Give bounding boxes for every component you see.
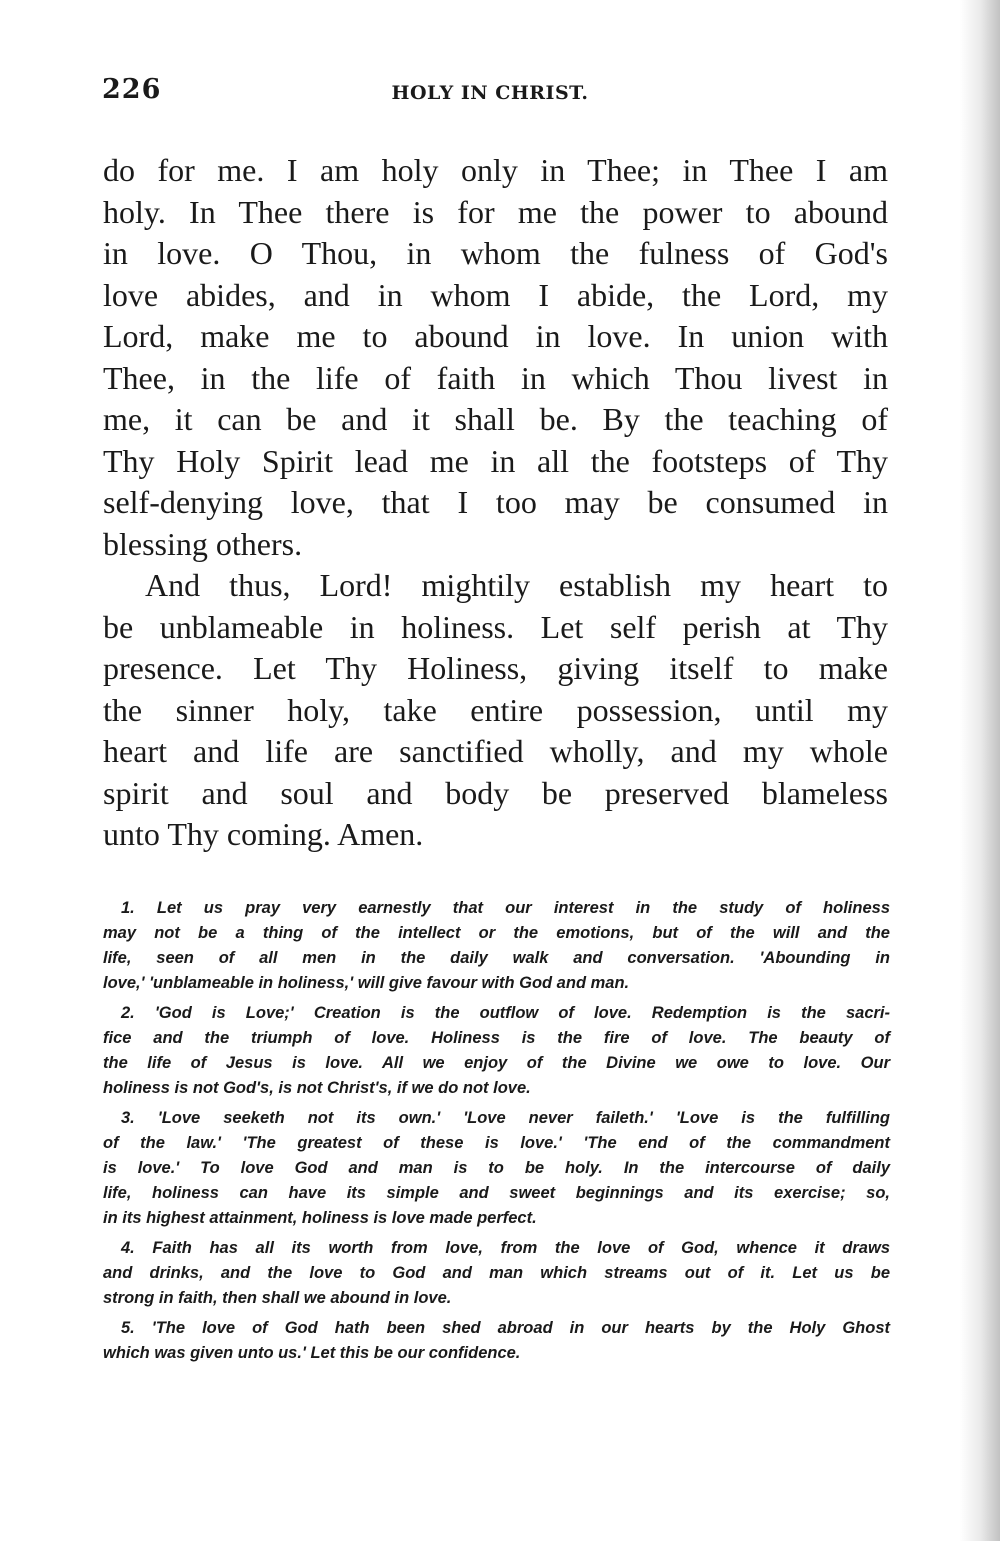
text-line: 4. Faith has all its worth from love, from the love of God, whence it draws [121, 1239, 890, 1257]
text-line: unto Thy coming. Amen. [103, 816, 424, 852]
text-line: is love.' To love God and man is to be holy. In the intercourse of daily [103, 1159, 890, 1177]
text-line: 2. 'God is Love;' Creation is the outflow of love. Redemption is the sacri- [121, 1004, 890, 1022]
note-item [103, 1106, 890, 1231]
text-line: fice and the triumph of love. Holiness is the fire of love. The beauty of [103, 1029, 890, 1047]
text-line: And thus, Lord! mightily establish my heart to [145, 567, 888, 603]
paragraph [103, 565, 888, 856]
running-title: HOLY IN CHRIST. [391, 82, 589, 104]
text-line: love abides, and in whom I abide, the Lord, my [103, 276, 888, 313]
text-line: in love. O Thou, in whom the fulness of God's [103, 235, 888, 271]
text-line: 1. Let us pray very earnestly that our interest in the study of holiness [121, 899, 890, 917]
text-line: spirit and soul and body be preserved blameless [103, 774, 888, 811]
text-line: Thy Holy Spirit lead me in all the footsteps of Thy [103, 442, 888, 479]
note-item [103, 1316, 890, 1366]
text-line: of the law.' 'The greatest of these is love.' 'The end of the commandment [103, 1134, 890, 1152]
text-line: be unblameable in holiness. Let self perish at Thy [103, 608, 888, 645]
text-line: do for me. I am holy only in Thee; in Thee I am [103, 152, 888, 188]
text-line: me, it can be and it shall be. By the teaching of [103, 401, 888, 437]
text-line: heart and life are sanctified wholly, and my whole [103, 733, 888, 769]
text-line: strong in faith, then shall we abound in love. [103, 1289, 452, 1307]
text-line: which was given unto us.' Let this be our confidence. [103, 1344, 521, 1362]
text-line: blessing others. [103, 525, 303, 562]
footnotes [103, 896, 890, 1366]
text-line: 3. 'Love seeketh not its own.' 'Love never faileth.' 'Love is the fulfilling [121, 1109, 890, 1127]
text-line: self-denying love, that I too may be consumed in [103, 484, 888, 520]
text-line: Thee, in the life of faith in which Thou livest in [103, 359, 888, 396]
text-line: presence. Let Thy Holiness, giving itself to make [103, 650, 888, 686]
text-line: 5. 'The love of God hath been shed abroad in our hearts by the Holy Ghost [121, 1319, 890, 1337]
text-line: the life of Jesus is love. All we enjoy of the Divine we owe to love. Our [103, 1054, 890, 1072]
note-item [103, 1001, 890, 1101]
text-line: the sinner holy, take entire possession, until my [103, 691, 888, 728]
text-line: Lord, make me to abound in love. In union with [103, 318, 888, 354]
note-item [103, 896, 890, 996]
text-line: holiness is not God's, is not Christ's, if we do not love. [103, 1079, 531, 1097]
text-line: may not be a thing of the intellect or the emotions, but of the will and the [103, 924, 890, 942]
page-number: 226 [102, 74, 162, 105]
text-line: love,' 'unblameable in holiness,' will give favour with God and man. [103, 974, 630, 992]
text-line: life, holiness can have its simple and sweet beginnings and its exercise; so, [103, 1184, 890, 1202]
text-line: life, seen of all men in the daily walk and conversation. 'Abounding in [103, 949, 890, 967]
text-line: and drinks, and the love to God and man which streams out of it. Let us be [103, 1264, 890, 1282]
main-text [103, 150, 888, 856]
paragraph [103, 150, 888, 565]
note-item [103, 1236, 890, 1311]
scan-page-edge [960, 0, 1000, 1541]
text-line: in its highest attainment, holiness is love made perfect. [103, 1209, 537, 1227]
text-line: holy. In Thee there is for me the power to abound [103, 193, 888, 230]
